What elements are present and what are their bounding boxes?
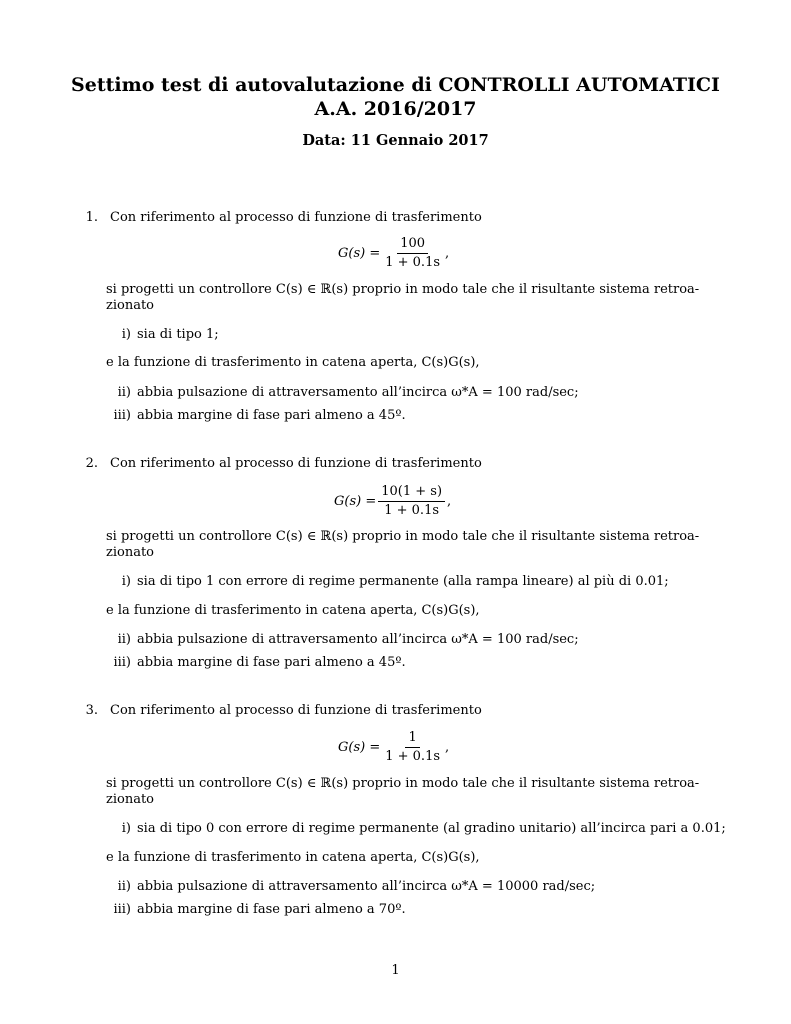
requirement-label: i) bbox=[121, 821, 131, 836]
tf-lhs: G(s) = bbox=[338, 739, 381, 755]
design-statement-line2: zionato bbox=[106, 298, 155, 313]
transfer-function bbox=[338, 236, 449, 271]
tf-numerator: 100 bbox=[397, 236, 428, 254]
transfer-function bbox=[338, 730, 449, 765]
requirement-label: i) bbox=[121, 574, 131, 589]
tf-numerator: 1 bbox=[405, 730, 419, 748]
test-date: Data: 11 Gennaio 2017 bbox=[302, 132, 489, 149]
requirement-ii: abbia pulsazione di attraversamento all’incirca ω*A = 100 rad/sec; bbox=[137, 385, 579, 400]
problem-number: 1. bbox=[85, 210, 98, 225]
problem-intro: Con riferimento al processo di funzione di trasferimento bbox=[110, 210, 482, 225]
tf-denominator: 1 + 0.1s bbox=[385, 255, 441, 270]
tf-lhs: G(s) = bbox=[338, 245, 381, 261]
transfer-function bbox=[334, 484, 451, 519]
requirement-i: sia di tipo 0 con errore di regime permanente (al gradino unitario) all’incirca pari a 0.01; bbox=[137, 821, 726, 836]
problem-number: 3. bbox=[85, 703, 98, 718]
academic-year: A.A. 2016/2017 bbox=[314, 98, 477, 120]
tf-denominator: 1 + 0.1s bbox=[385, 749, 441, 764]
open-loop-statement: e la funzione di trasferimento in catena aperta, C(s)G(s), bbox=[106, 355, 480, 370]
requirement-iii: abbia margine di fase pari almeno a 45º. bbox=[137, 408, 406, 423]
requirement-i: sia di tipo 1 con errore di regime permanente (alla rampa lineare) al più di 0.01; bbox=[137, 574, 669, 589]
problem-intro: Con riferimento al processo di funzione di trasferimento bbox=[110, 703, 482, 718]
tf-numerator: 10(1 + s) bbox=[378, 484, 445, 502]
open-loop-statement: e la funzione di trasferimento in catena aperta, C(s)G(s), bbox=[106, 850, 480, 865]
requirement-label: i) bbox=[121, 327, 131, 342]
requirement-iii: abbia margine di fase pari almeno a 45º. bbox=[137, 655, 406, 670]
requirement-label: iii) bbox=[113, 902, 131, 917]
requirement-label: ii) bbox=[117, 385, 131, 400]
tf-fraction bbox=[378, 484, 445, 519]
requirement-label: iii) bbox=[113, 655, 131, 670]
tf-lhs: G(s) = bbox=[334, 493, 377, 509]
tf-comma: , bbox=[445, 245, 450, 261]
open-loop-statement: e la funzione di trasferimento in catena aperta, C(s)G(s), bbox=[106, 603, 480, 618]
requirement-label: ii) bbox=[117, 632, 131, 647]
requirement-i: sia di tipo 1; bbox=[137, 327, 219, 342]
design-statement-line1: si progetti un controllore C(s) ∈ ℝ(s) proprio in modo tale che il risultante sistema retroa- bbox=[106, 776, 700, 791]
tf-denominator: 1 + 0.1s bbox=[384, 503, 440, 518]
requirement-label: ii) bbox=[117, 879, 131, 894]
problem-number: 2. bbox=[85, 456, 98, 471]
page-number: 1 bbox=[391, 963, 400, 978]
design-statement-line2: zionato bbox=[106, 792, 155, 807]
document-title: Settimo test di autovalutazione di CONTROLLI AUTOMATICI bbox=[71, 74, 720, 96]
requirement-iii: abbia margine di fase pari almeno a 70º. bbox=[137, 902, 406, 917]
design-statement-line1: si progetti un controllore C(s) ∈ ℝ(s) proprio in modo tale che il risultante sistema retroa- bbox=[106, 282, 700, 297]
design-statement-line1: si progetti un controllore C(s) ∈ ℝ(s) proprio in modo tale che il risultante sistema retroa- bbox=[106, 529, 700, 544]
requirement-label: iii) bbox=[113, 408, 131, 423]
design-statement-line2: zionato bbox=[106, 545, 155, 560]
tf-comma: , bbox=[447, 493, 452, 509]
tf-fraction bbox=[382, 236, 443, 271]
tf-fraction bbox=[382, 730, 443, 765]
tf-comma: , bbox=[445, 739, 450, 755]
problem-intro: Con riferimento al processo di funzione di trasferimento bbox=[110, 456, 482, 471]
requirement-ii: abbia pulsazione di attraversamento all’incirca ω*A = 100 rad/sec; bbox=[137, 632, 579, 647]
requirement-ii: abbia pulsazione di attraversamento all’incirca ω*A = 10000 rad/sec; bbox=[137, 879, 596, 894]
